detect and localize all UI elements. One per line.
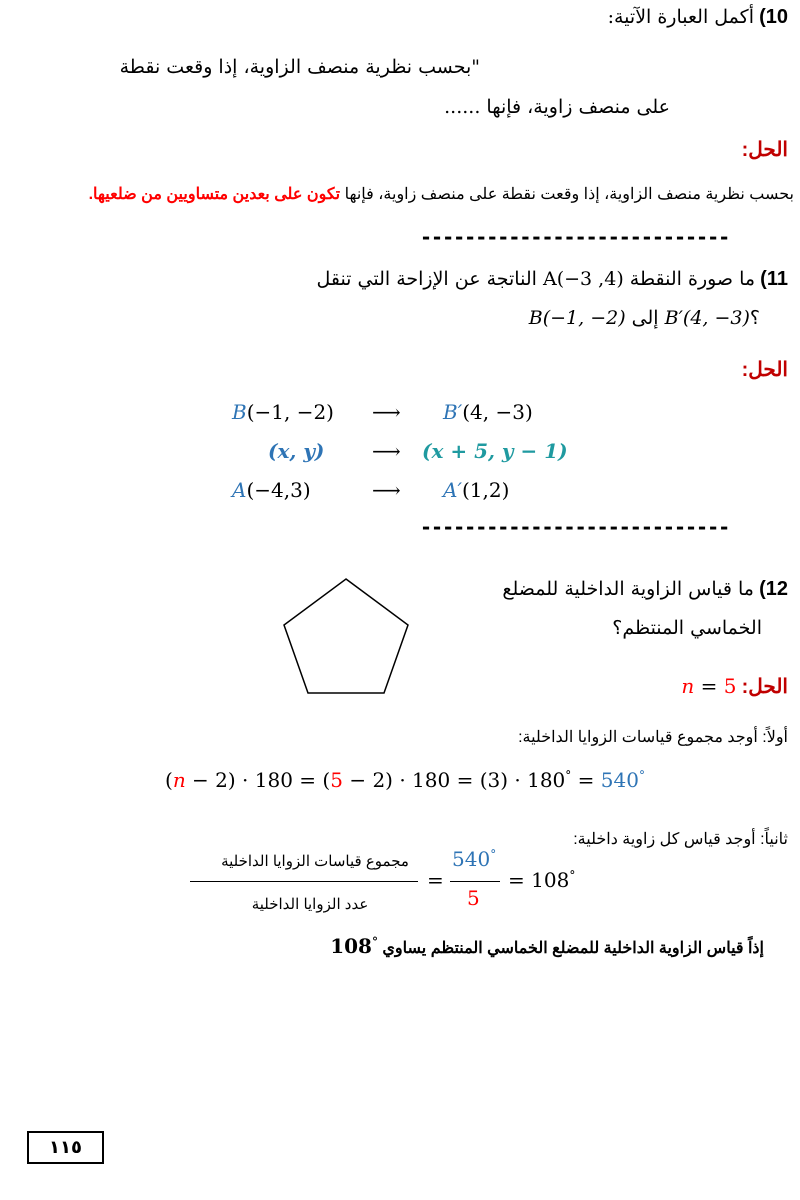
question-10 bbox=[88, 6, 788, 29]
question-number: 12) bbox=[759, 578, 788, 600]
mapping-row-2: (x, y) ⟶ (x + 5, y − 1) bbox=[268, 439, 568, 463]
question-11 bbox=[88, 268, 788, 291]
question-prompt: أكمل العبارة الآتية: bbox=[607, 6, 754, 28]
fraction-value-denominator: 5 bbox=[467, 886, 480, 910]
equation-1: (n − 2) · 180 = (5 − 2) · 180 = (3) · 180° = 540° bbox=[165, 768, 645, 792]
conclusion: إذاً قياس الزاوية الداخلية للمضلع الخماسي المنتظم يساوي 108° bbox=[330, 934, 764, 958]
question-12-line-1: ما قياس الزاوية الداخلية للمضلع bbox=[502, 578, 754, 600]
arrow: ⟶ bbox=[372, 400, 401, 424]
question-number: 11) bbox=[760, 268, 788, 290]
question-12 bbox=[388, 578, 788, 601]
question-12-line-2: الخماسي المنتظم؟ bbox=[612, 617, 762, 639]
quote-line-2: على منصف زاوية، فإنها ...... bbox=[444, 96, 670, 118]
solution-label: الحل: bbox=[741, 139, 788, 161]
step-1-text: أولاً: أوجد مجموع قياسات الزوايا الداخلية: bbox=[518, 729, 788, 746]
arrow: ⟶ bbox=[372, 478, 401, 502]
fraction-denominator-words: عدد الزوايا الداخلية bbox=[251, 896, 369, 913]
page-number-box bbox=[27, 1131, 104, 1164]
fraction-value-numerator: 540° bbox=[452, 847, 497, 871]
equals-sign: = bbox=[427, 868, 444, 892]
solution-10-statement: بحسب نظرية منصف الزاوية، إذا وقعت نقطة على منصف زاوية، فإنها bbox=[340, 186, 794, 203]
n-equation: n = 5 bbox=[681, 674, 737, 698]
solution-label: الحل: bbox=[741, 676, 788, 698]
question-11-line-2: ؟B′(4, −3) إلى B(−1, −2) bbox=[528, 307, 760, 329]
fraction-bar bbox=[190, 881, 418, 882]
solution-label: الحل: bbox=[741, 359, 788, 381]
fraction-numerator-words: مجموع قياسات الزوايا الداخلية bbox=[221, 853, 409, 870]
mapping-row-1: B(−1, −2) ⟶ B′(4, −3) bbox=[232, 400, 533, 424]
separator: ---------------------------- bbox=[420, 225, 730, 249]
question-number: 10) bbox=[759, 6, 788, 28]
arrow: ⟶ bbox=[372, 439, 401, 463]
question-11-line-1: ما صورة النقطة (4, 3−)A الناتجة عن الإزاحة التي تنقل bbox=[316, 268, 756, 290]
page-number: ١١٥ bbox=[49, 1137, 82, 1158]
mapping-row-3: A(−4,3) ⟶ A′(1,2) bbox=[232, 478, 510, 502]
step-2-text: ثانياً: أوجد قياس كل زاوية داخلية: bbox=[573, 831, 788, 848]
solution-10-text bbox=[0, 184, 794, 204]
solution-10-answer: تكون على بعدين متساويين من ضلعيها. bbox=[88, 186, 341, 203]
separator: ---------------------------- bbox=[420, 515, 730, 539]
quote-line-1: "بحسب نظرية منصف الزاوية، إذا وقعت نقطة bbox=[119, 56, 480, 78]
result-expression: = 108° bbox=[508, 868, 576, 892]
solution-12-header bbox=[388, 674, 788, 699]
fraction-bar bbox=[450, 881, 500, 882]
